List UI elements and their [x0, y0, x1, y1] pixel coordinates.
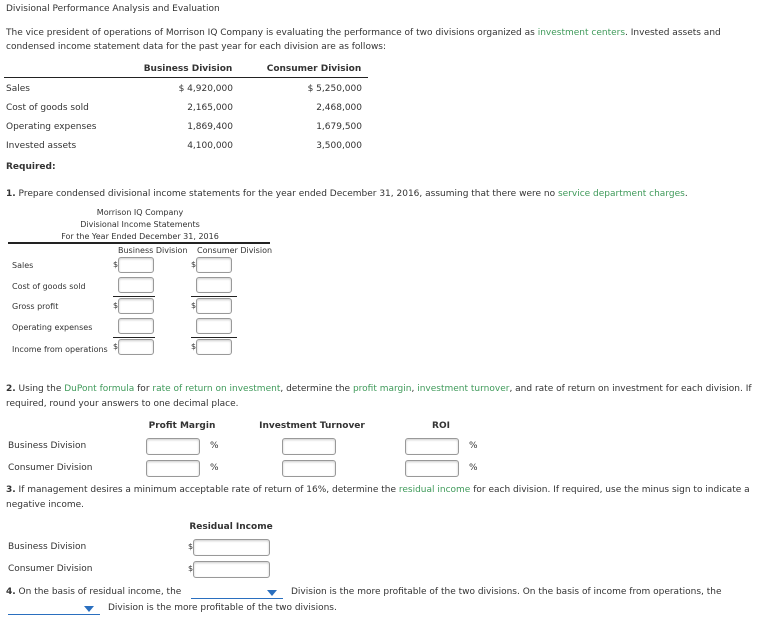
dollar-sign: $	[113, 260, 119, 269]
text: for	[134, 384, 153, 394]
required-heading: Required:	[6, 162, 56, 172]
business-sales-input[interactable]	[118, 257, 154, 273]
header-investment-turnover: Investment Turnover	[259, 421, 365, 431]
investment-centers-link[interactable]: investment centers	[537, 28, 626, 38]
header-business: Business Division	[143, 64, 233, 74]
income-from-operations-division-dropdown[interactable]	[8, 602, 100, 615]
residual-income-link[interactable]: residual income	[398, 485, 471, 495]
header-residual-income: Residual Income	[189, 522, 273, 532]
row-label: Operating expenses	[12, 323, 93, 332]
dollar-sign: $	[188, 564, 194, 573]
percent-sign: %	[210, 441, 219, 451]
business-opex-input[interactable]	[118, 318, 154, 334]
cell: $ 4,920,000	[178, 84, 233, 94]
consumer-residual-income-input[interactable]	[193, 561, 270, 578]
dropdown-arrow-icon	[267, 590, 277, 596]
percent-sign: %	[210, 463, 219, 473]
cell: 4,100,000	[187, 141, 233, 151]
text: The vice president of operations of Morrison IQ Company is evaluating the performance of two divisions organized as	[6, 28, 538, 38]
dollar-sign: $	[191, 301, 197, 310]
cell: 2,165,000	[187, 103, 233, 113]
row-label: Gross profit	[12, 302, 59, 311]
row-label: Cost of goods sold	[6, 103, 89, 113]
q2-text-2: required, round your answers to one decimal place.	[6, 399, 239, 409]
row-label: Invested assets	[6, 141, 77, 151]
q3-text	[6, 485, 750, 495]
cell: 2,468,000	[316, 103, 362, 113]
row-label: Consumer Division	[8, 564, 93, 574]
row-label: Cost of goods sold	[12, 282, 86, 291]
dollar-sign: $	[191, 260, 197, 269]
num: 3.	[6, 485, 16, 495]
business-turnover-input[interactable]	[282, 438, 336, 455]
profit-margin-link[interactable]: profit margin	[352, 384, 412, 394]
cell: 3,500,000	[316, 141, 362, 151]
q1-text	[6, 189, 688, 199]
q4-text-1	[6, 587, 181, 597]
row-label: Business Division	[8, 542, 87, 552]
intro-line-1	[6, 28, 721, 38]
dollar-sign: $	[113, 342, 119, 351]
header-roi: ROI	[432, 421, 450, 431]
business-gross-profit-input[interactable]	[118, 298, 154, 314]
cell: 1,679,500	[316, 122, 362, 132]
text: , determine the	[280, 384, 353, 394]
page-title: Divisional Performance Analysis and Evaluation	[6, 4, 220, 14]
q4-text-2: Division is the more profitable of the two divisions. On the basis of income from operations, the	[291, 587, 722, 597]
business-profit-margin-input[interactable]	[146, 438, 200, 455]
text: .	[684, 189, 688, 199]
business-residual-income-input[interactable]	[193, 539, 270, 556]
dollar-sign: $	[191, 342, 197, 351]
dupont-formula-link[interactable]: DuPont formula	[64, 384, 135, 394]
row-label: Business Division	[8, 441, 87, 451]
text: , and rate of return on investment for each division. If	[509, 384, 752, 394]
business-roi-input[interactable]	[405, 438, 459, 455]
cell: $ 5,250,000	[307, 84, 362, 94]
text: On the basis of residual income, the	[15, 587, 182, 597]
row-label: Operating expenses	[6, 122, 97, 132]
consumer-turnover-input[interactable]	[282, 460, 336, 477]
intro-line-2: condensed income statement data for the past year for each division are as follows:	[6, 42, 387, 52]
q4-text-3: Division is the more profitable of the two divisions.	[108, 603, 337, 613]
consumer-income-input[interactable]	[196, 339, 232, 355]
service-department-charges-link[interactable]: service department charges	[557, 189, 685, 199]
residual-income-division-dropdown[interactable]	[191, 586, 283, 599]
num: 4.	[6, 587, 16, 597]
text: Using the	[15, 384, 65, 394]
business-cogs-input[interactable]	[118, 277, 154, 293]
header-business: Business Division	[118, 246, 188, 255]
text: . Invested assets and	[625, 28, 721, 38]
consumer-opex-input[interactable]	[196, 318, 232, 334]
dollar-sign: $	[188, 542, 194, 551]
q2-text	[6, 384, 752, 394]
dollar-sign: $	[113, 301, 119, 310]
header-consumer: Consumer Division	[197, 246, 273, 255]
q3-text-2: negative income.	[6, 500, 85, 510]
header-consumer: Consumer Division	[266, 64, 362, 74]
consumer-gross-profit-input[interactable]	[196, 298, 232, 314]
num: 1.	[6, 189, 16, 199]
text: for each division. If required, use the minus sign to indicate a	[470, 485, 750, 495]
company-name: Morrison IQ Company	[96, 208, 184, 217]
row-label: Income from operations	[12, 345, 108, 354]
consumer-cogs-input[interactable]	[196, 277, 232, 293]
percent-sign: %	[469, 463, 478, 473]
row-label: Sales	[12, 261, 34, 270]
row-label: Consumer Division	[8, 463, 93, 473]
cell: 1,869,400	[187, 122, 233, 132]
percent-sign: %	[469, 441, 478, 451]
row-label: Sales	[6, 84, 30, 94]
header-profit-margin: Profit Margin	[148, 421, 216, 431]
num: 2.	[6, 384, 16, 394]
text: ,	[411, 384, 418, 394]
consumer-roi-input[interactable]	[405, 460, 459, 477]
investment-turnover-link[interactable]: investment turnover	[417, 384, 510, 394]
consumer-sales-input[interactable]	[196, 257, 232, 273]
dropdown-arrow-icon	[84, 606, 94, 612]
text: If management desires a minimum acceptable rate of return of 16%, determine the	[15, 485, 399, 495]
text: Prepare condensed divisional income statements for the year ended December 31, 2016, assuming that there were no	[15, 189, 558, 199]
rate-of-return-link[interactable]: rate of return on investment	[152, 384, 281, 394]
business-income-input[interactable]	[118, 339, 154, 355]
consumer-profit-margin-input[interactable]	[146, 460, 200, 477]
statement-name: Divisional Income Statements	[80, 220, 200, 229]
statement-period: For the Year Ended December 31, 2016	[61, 232, 219, 241]
